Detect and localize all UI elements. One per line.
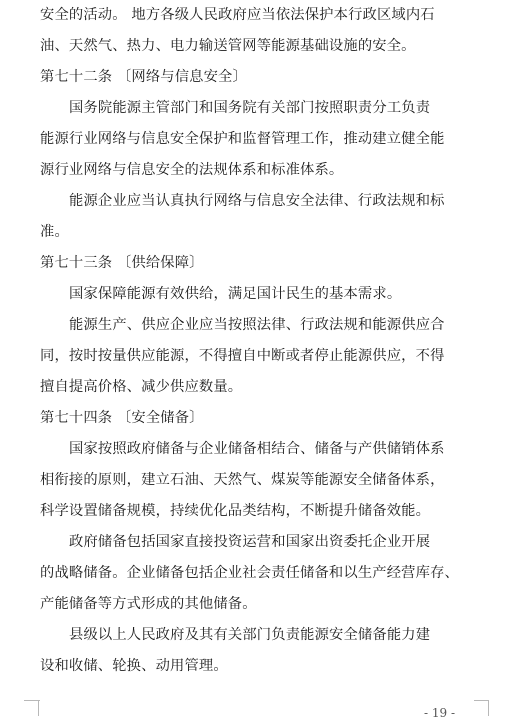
article-heading: 第七十二条 〔网络与信息安全〕: [40, 69, 247, 85]
text-line: 国务院能源主管部门和国务院有关部门按照职责分工负责: [69, 100, 431, 116]
text-line: 安全的活动。 地方各级人民政府应当依法保护本行政区域内石: [40, 7, 435, 23]
text-line: 科学设置储备规模，持续优化品类结构，不断提升储备效能。: [40, 503, 431, 519]
text-line: 能源行业网络与信息安全保护和监督管理工作，推动建立健全能: [40, 131, 445, 147]
document-body: [40, 0, 470, 682]
article-heading: 第七十四条 〔安全储备〕: [40, 410, 204, 426]
text-line: 油、天然气、热力、电力输送管网等能源基础设施的安全。: [40, 38, 416, 54]
text-line: 源行业网络与信息安全的法规体系和标准体系。: [40, 162, 344, 178]
page-corner-mark-right-horizontal: [474, 700, 488, 701]
text-line: 擅自提高价格、减少供应数量。: [40, 379, 243, 395]
text-line: 产能储备等方式形成的其他储备。: [40, 596, 257, 612]
text-line: 县级以上人民政府及其有关部门负责能源安全储备能力建: [69, 627, 431, 643]
text-line: 能源企业应当认真执行网络与信息安全法律、行政法规和标: [69, 193, 445, 209]
text-line: 的战略储备。企业储备包括企业社会责任储备和以生产经营库存、: [40, 565, 459, 581]
text-line: 国家按照政府储备与企业储备相结合、储备与产供储销体系: [69, 441, 445, 457]
text-line: 能源生产、供应企业应当按照法律、行政法规和能源供应合: [69, 317, 445, 333]
text-line: 同，按时按量供应能源，不得擅自中断或者停止能源供应，不得: [40, 348, 445, 364]
page-corner-mark-left: [24, 700, 39, 716]
text-line: 设和收储、轮换、动用管理。: [40, 658, 228, 674]
page-number: - 19 -: [424, 706, 456, 720]
page-corner-mark-right: [488, 700, 503, 716]
page-corner-mark-left-horizontal: [24, 700, 40, 701]
text-line: 相衔接的原则，建立石油、天然气、煤炭等能源安全储备体系，: [40, 472, 445, 488]
article-heading: 第七十三条 〔供给保障〕: [40, 255, 204, 271]
text-line: 准。: [40, 224, 69, 240]
text-line: 国家保障能源有效供给，满足国计民生的基本需求。: [69, 286, 402, 302]
text-line: 政府储备包括国家直接投资运营和国家出资委托企业开展: [69, 534, 431, 550]
